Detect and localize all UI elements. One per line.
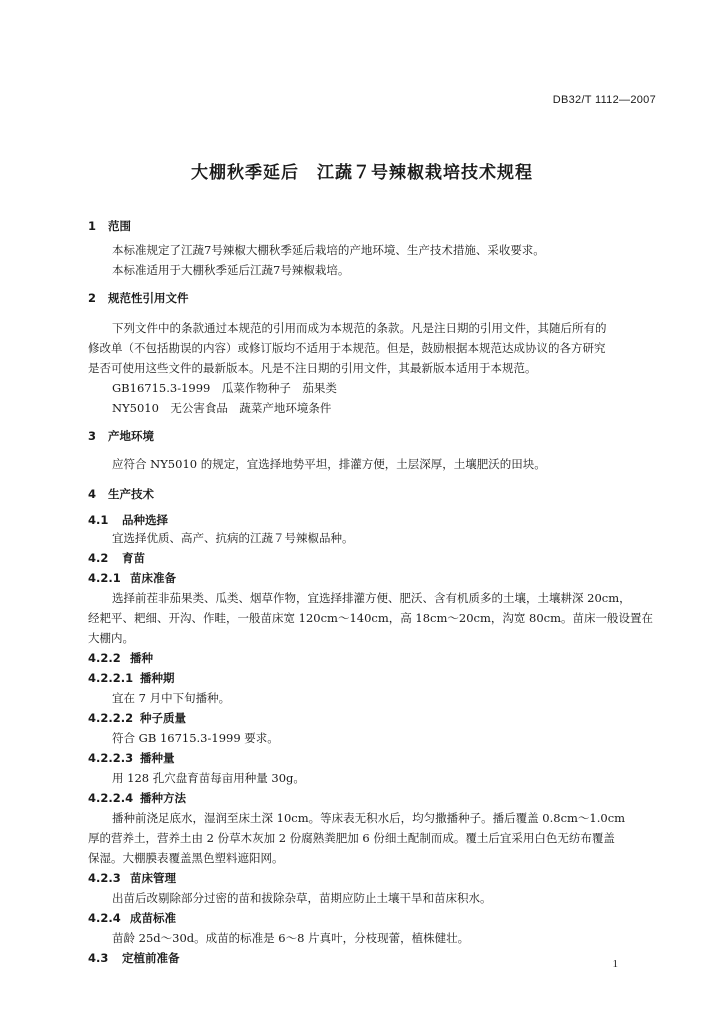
- section-number: 4.2.1: [88, 571, 121, 585]
- section-title: 苗床管理: [130, 871, 176, 885]
- section-number: 4.2.2: [88, 651, 121, 665]
- section-title: 范围: [108, 219, 131, 233]
- section-title: 播种期: [140, 671, 175, 685]
- section-number: 4.2: [88, 551, 109, 565]
- subsection-heading-4-2-4: [88, 910, 662, 926]
- section-number: 4.2.2.4: [88, 791, 134, 805]
- section-number: 4.2.4: [88, 911, 121, 925]
- paragraph: 符合 GB 16715.3-1999 要求。: [112, 731, 279, 745]
- subsection-heading-4-2-1: [88, 570, 662, 586]
- subsection-heading-4-2-3: [88, 870, 662, 886]
- section-number: 4.3: [88, 951, 109, 965]
- section-number: 4.2.2.2: [88, 711, 134, 725]
- section-title: 定植前准备: [122, 951, 180, 965]
- subsection-heading-4-2-2-4: [88, 790, 662, 806]
- section-title: 产地环境: [108, 429, 154, 443]
- section-number: 4.2.2.1: [88, 671, 134, 685]
- section-number: 4.2.2.3: [88, 751, 134, 765]
- section-number: 2: [88, 291, 97, 305]
- section-heading-3: [88, 428, 662, 444]
- paragraph: 下列文件中的条款通过本规范的引用而成为本规范的条款。凡是注日期的引用文件，其随后所有的: [112, 321, 607, 335]
- paragraph: 苗龄 25d～30d。成苗的标准是 6～8 片真叶，分枝现蕾，植株健壮。: [112, 931, 470, 945]
- section-number: 1: [88, 219, 97, 233]
- section-title: 成苗标准: [130, 911, 176, 925]
- paragraph: 保湿。大棚膜表覆盖黑色塑料遮阳网。: [88, 851, 284, 865]
- section-number: 4: [88, 487, 97, 501]
- section-title: 种子质量: [140, 711, 186, 725]
- subsection-heading-4-1: [88, 512, 662, 528]
- paragraph: 是否可使用这些文件的最新版本。凡是不注日期的引用文件，其最新版本适用于本规范。: [88, 361, 537, 375]
- section-title: 规范性引用文件: [108, 291, 189, 305]
- paragraph: 出苗后改剔除部分过密的苗和拔除杂草，苗期应防止土壤干旱和苗床积水。: [112, 891, 492, 905]
- paragraph: 修改单（不包括勘误的内容）或修订版均不适用于本规范。但是，鼓励根据本规范达成协议的各方研究: [88, 341, 606, 355]
- section-title: 播种量: [140, 751, 175, 765]
- section-title: 生产技术: [108, 487, 154, 501]
- subsection-heading-4-3: [88, 950, 662, 966]
- section-number: 4.2.3: [88, 871, 121, 885]
- section-title: 育苗: [122, 551, 145, 565]
- section-title: 苗床准备: [130, 571, 176, 585]
- paragraph: 选择前茬非茄果类、瓜类、烟草作物，宜选择排灌方便、肥沃、含有机质多的土壤，土壤耕深 20cm，: [112, 591, 631, 605]
- section-number: 3: [88, 429, 97, 443]
- section-heading-1: [88, 218, 662, 234]
- paragraph: 本标准规定了江蔬7号辣椒大棚秋季延后栽培的产地环境、生产技术措施、采收要求。: [112, 243, 545, 257]
- paragraph: 经耙平、耙细、开沟、作畦，一般苗床宽 120cm～140cm，高 18cm～20cm，沟宽 80cm。苗床一般设置在: [88, 611, 653, 625]
- paragraph: 播种前浇足底水，湿润至床土深 10cm。等床表无积水后，均匀撒播种子。播后覆盖 0.8cm～1.0cm: [112, 811, 626, 825]
- subsection-heading-4-2: [88, 550, 662, 566]
- section-title: 播种: [130, 651, 153, 665]
- subsection-heading-4-2-2-2: [88, 710, 662, 726]
- paragraph: 用 128 孔穴盘育苗每亩用种量 30g。: [112, 771, 305, 785]
- subsection-heading-4-2-2-1: [88, 670, 662, 686]
- section-heading-2: [88, 290, 662, 306]
- subsection-heading-4-2-2-3: [88, 750, 662, 766]
- section-heading-4: [88, 486, 662, 502]
- paragraph: 厚的营养土，营养土由 2 份草木灰加 2 份腐熟粪肥加 6 份细土配制而成。覆土后宜采用白色无纺布覆盖: [88, 831, 615, 845]
- section-title: 播种方法: [140, 791, 186, 805]
- section-number: 4.1: [88, 513, 109, 527]
- paragraph: 应符合 NY5010 的规定，宜选择地势平坦，排灌方便，土层深厚，土壤肥沃的田块。: [112, 457, 546, 471]
- reference-item: NY5010 无公害食品 蔬菜产地环境条件: [112, 401, 332, 415]
- section-title: 品种选择: [122, 513, 168, 527]
- document-title: 大棚秋季延后 江蔬７号辣椒栽培技术规程: [191, 163, 533, 183]
- paragraph: 大棚内。: [88, 631, 134, 645]
- paragraph: 宜选择优质、高产、抗病的江蔬７号辣椒品种。: [112, 531, 354, 545]
- paragraph: 本标准适用于大棚秋季延后江蔬7号辣椒栽培。: [112, 263, 350, 277]
- page-number: 1: [612, 958, 618, 970]
- paragraph: 宜在 7 月中下旬播种。: [112, 691, 231, 705]
- standard-code: DB32/T 1112—2007: [552, 94, 656, 106]
- subsection-heading-4-2-2: [88, 650, 662, 666]
- reference-item: GB16715.3-1999 瓜菜作物种子 茄果类: [112, 381, 337, 395]
